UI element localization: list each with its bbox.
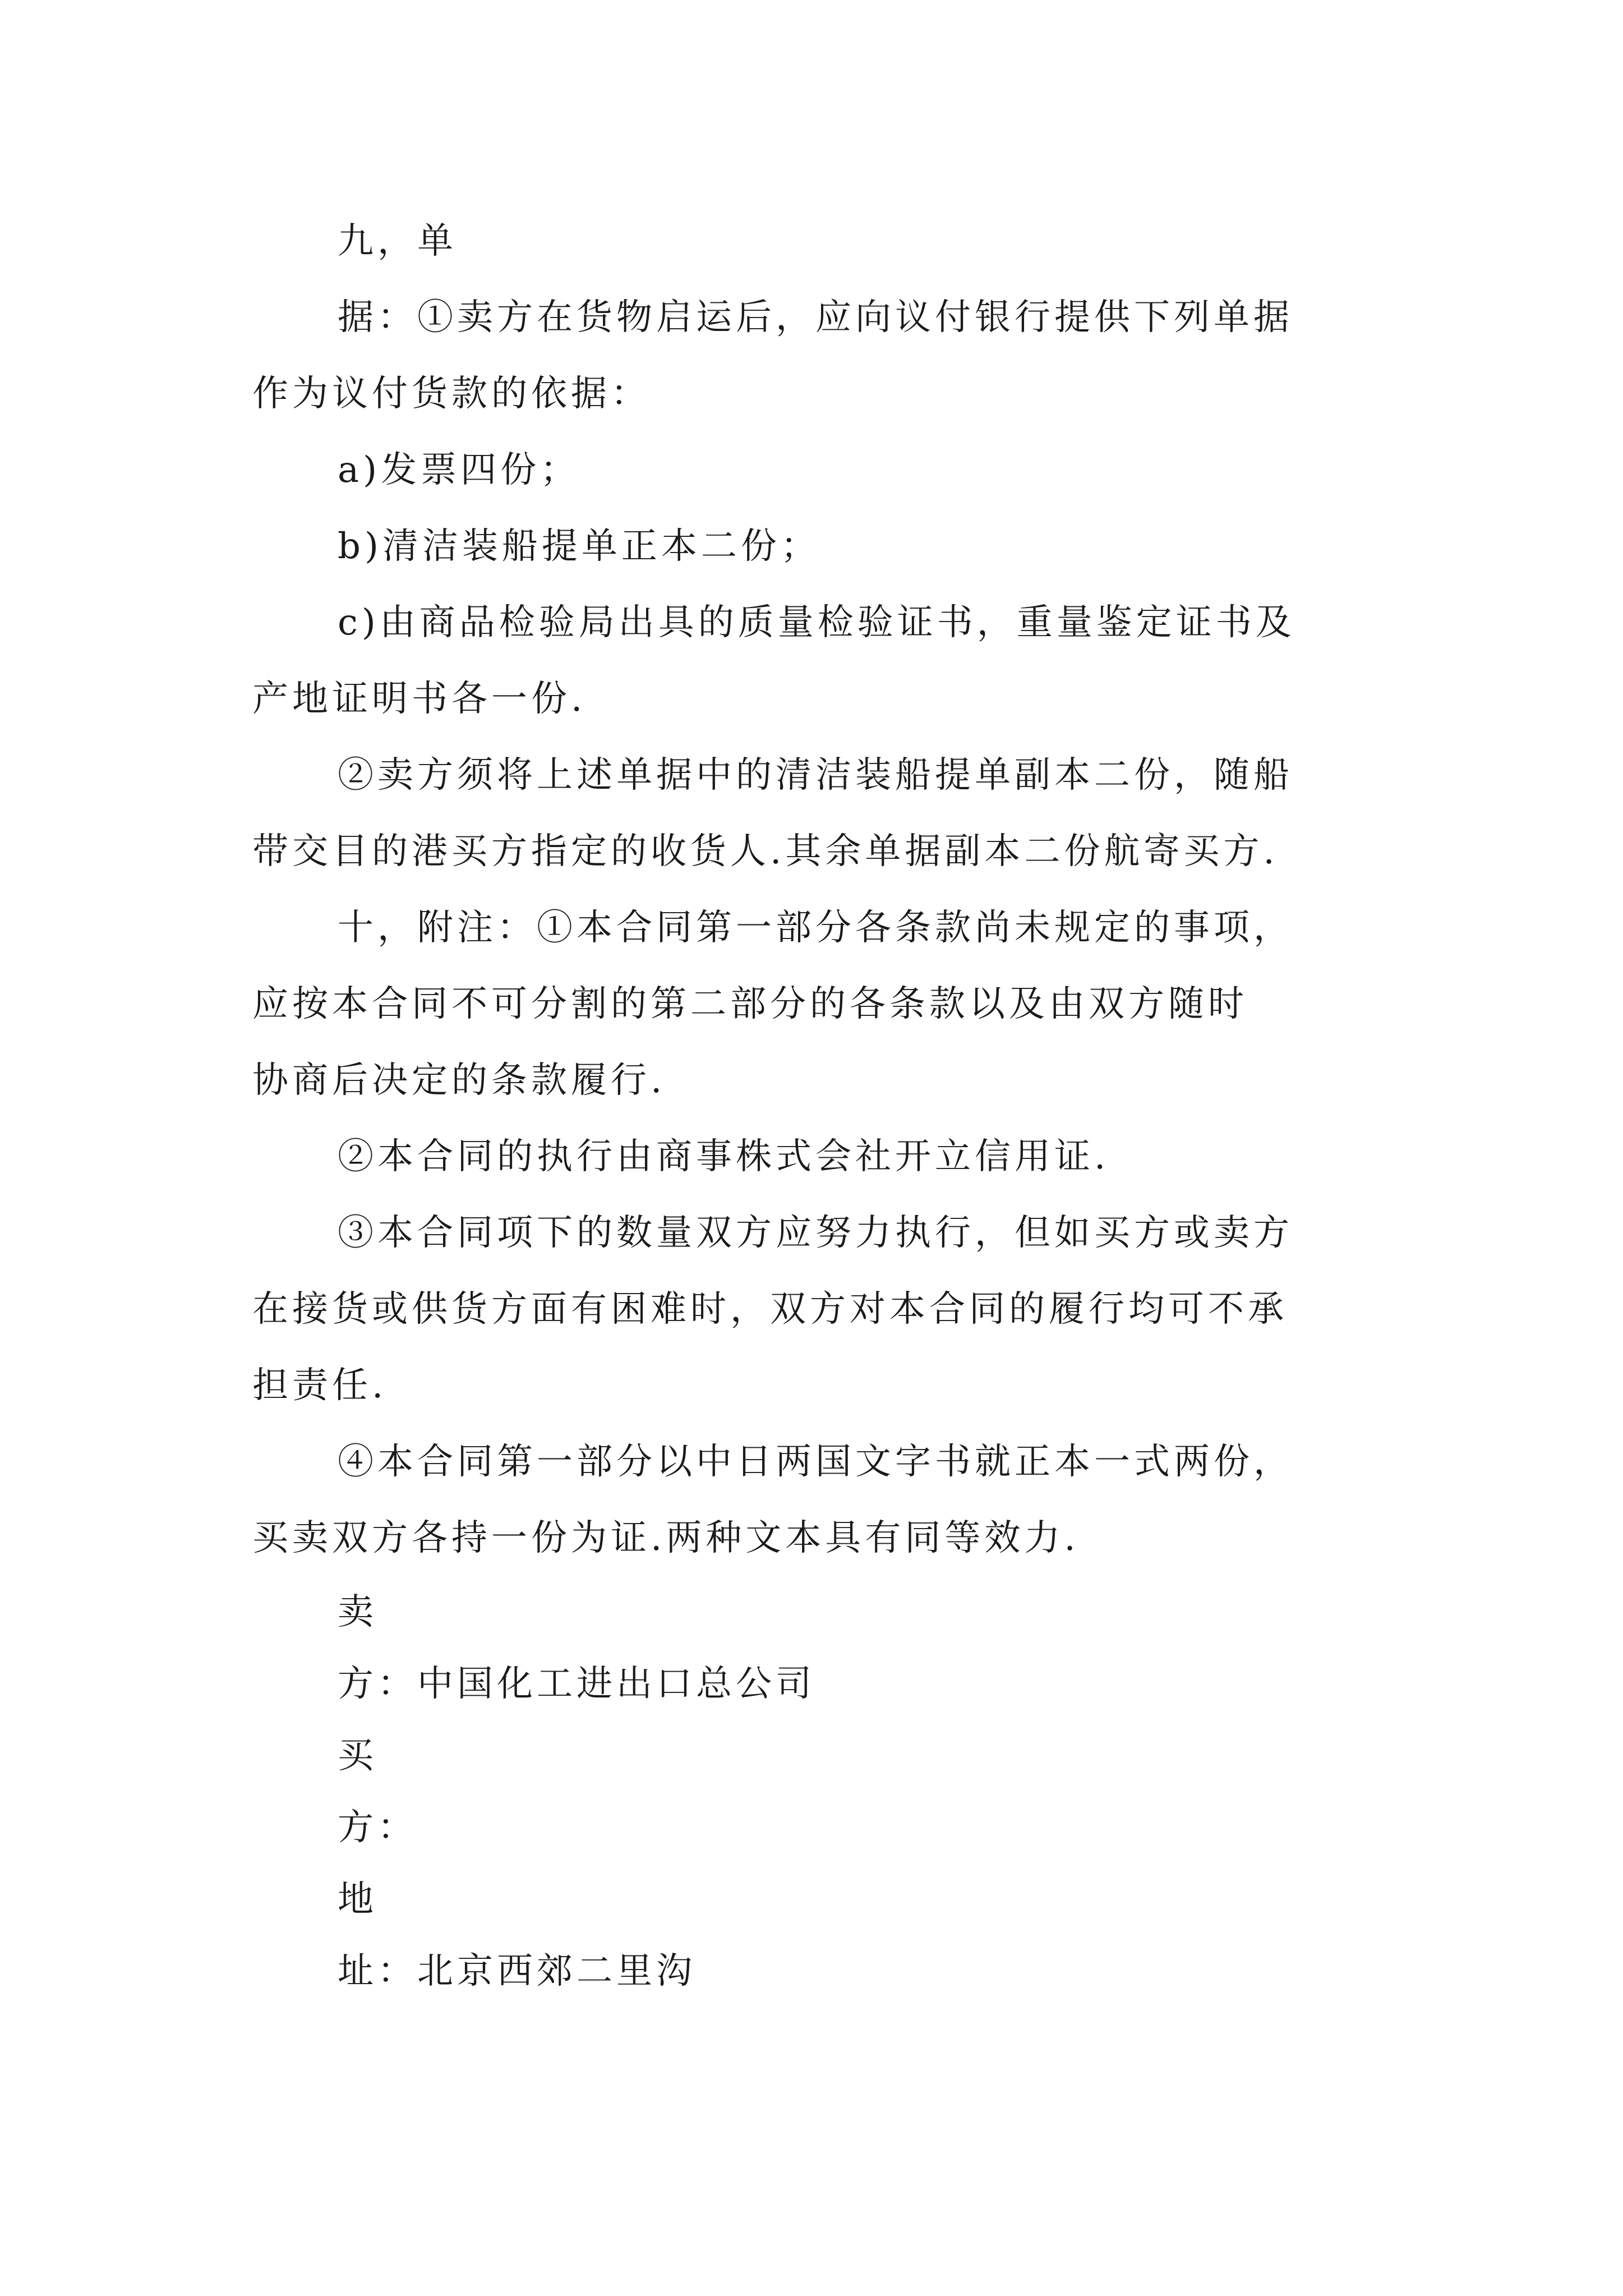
- buyer-name-line: 方：: [338, 1807, 417, 1848]
- paragraph-remarks-1: 十，附注：①本合同第一部分各条款尚未规定的事项， 应按本合同不可分割的第二部分的各条款以及由双方随时 协商后决定的条款履行.: [252, 907, 1293, 1101]
- section-heading-documents: 九，单: [338, 220, 457, 262]
- buyer-label-line-1: 买: [338, 1735, 377, 1777]
- paragraph-documents-intro: 据：①卖方在货物启运后，应向议付银行提供下列单据 作为议付货款的依据：: [252, 297, 1293, 415]
- paragraph-item-c: c)由商品检验局出具的质量检验证书，重量鉴定证书及 产地证明书各一份.: [252, 602, 1295, 720]
- paragraph-remarks-3: ③本合同项下的数量双方应努力执行，但如买方或卖方 在接货或供货方面有困难时，双方对本合同的履行均可不承 担责任.: [252, 1212, 1293, 1406]
- paragraph-documents-2: ②卖方须将上述单据中的清洁装船提单副本二份，随船 带交目的港买方指定的收货人.其余单据副本二份航寄买方.: [252, 754, 1293, 872]
- paragraph-remarks-2: ②本合同的执行由商事株式会社开立信用证.: [338, 1136, 1110, 1177]
- paragraph-remarks-4: ④本合同第一部分以中日两国文字书就正本一式两份， 买卖双方各持一份为证.两种文本具有同等效力.: [252, 1441, 1293, 1559]
- address-line: 址：北京西郊二里沟: [338, 1950, 696, 1992]
- seller-label-line-1: 卖: [338, 1591, 377, 1633]
- paragraph-item-b: b)清洁装船提单正本二份；: [338, 526, 820, 567]
- signature-block: [252, 1576, 1391, 2007]
- paragraph-item-a: a)发票四份；: [338, 449, 580, 491]
- seller-name-line: 方：中国化工进出口总公司: [338, 1663, 815, 1705]
- address-label-line-1: 地: [338, 1879, 377, 1920]
- contract-body: [252, 203, 1391, 2007]
